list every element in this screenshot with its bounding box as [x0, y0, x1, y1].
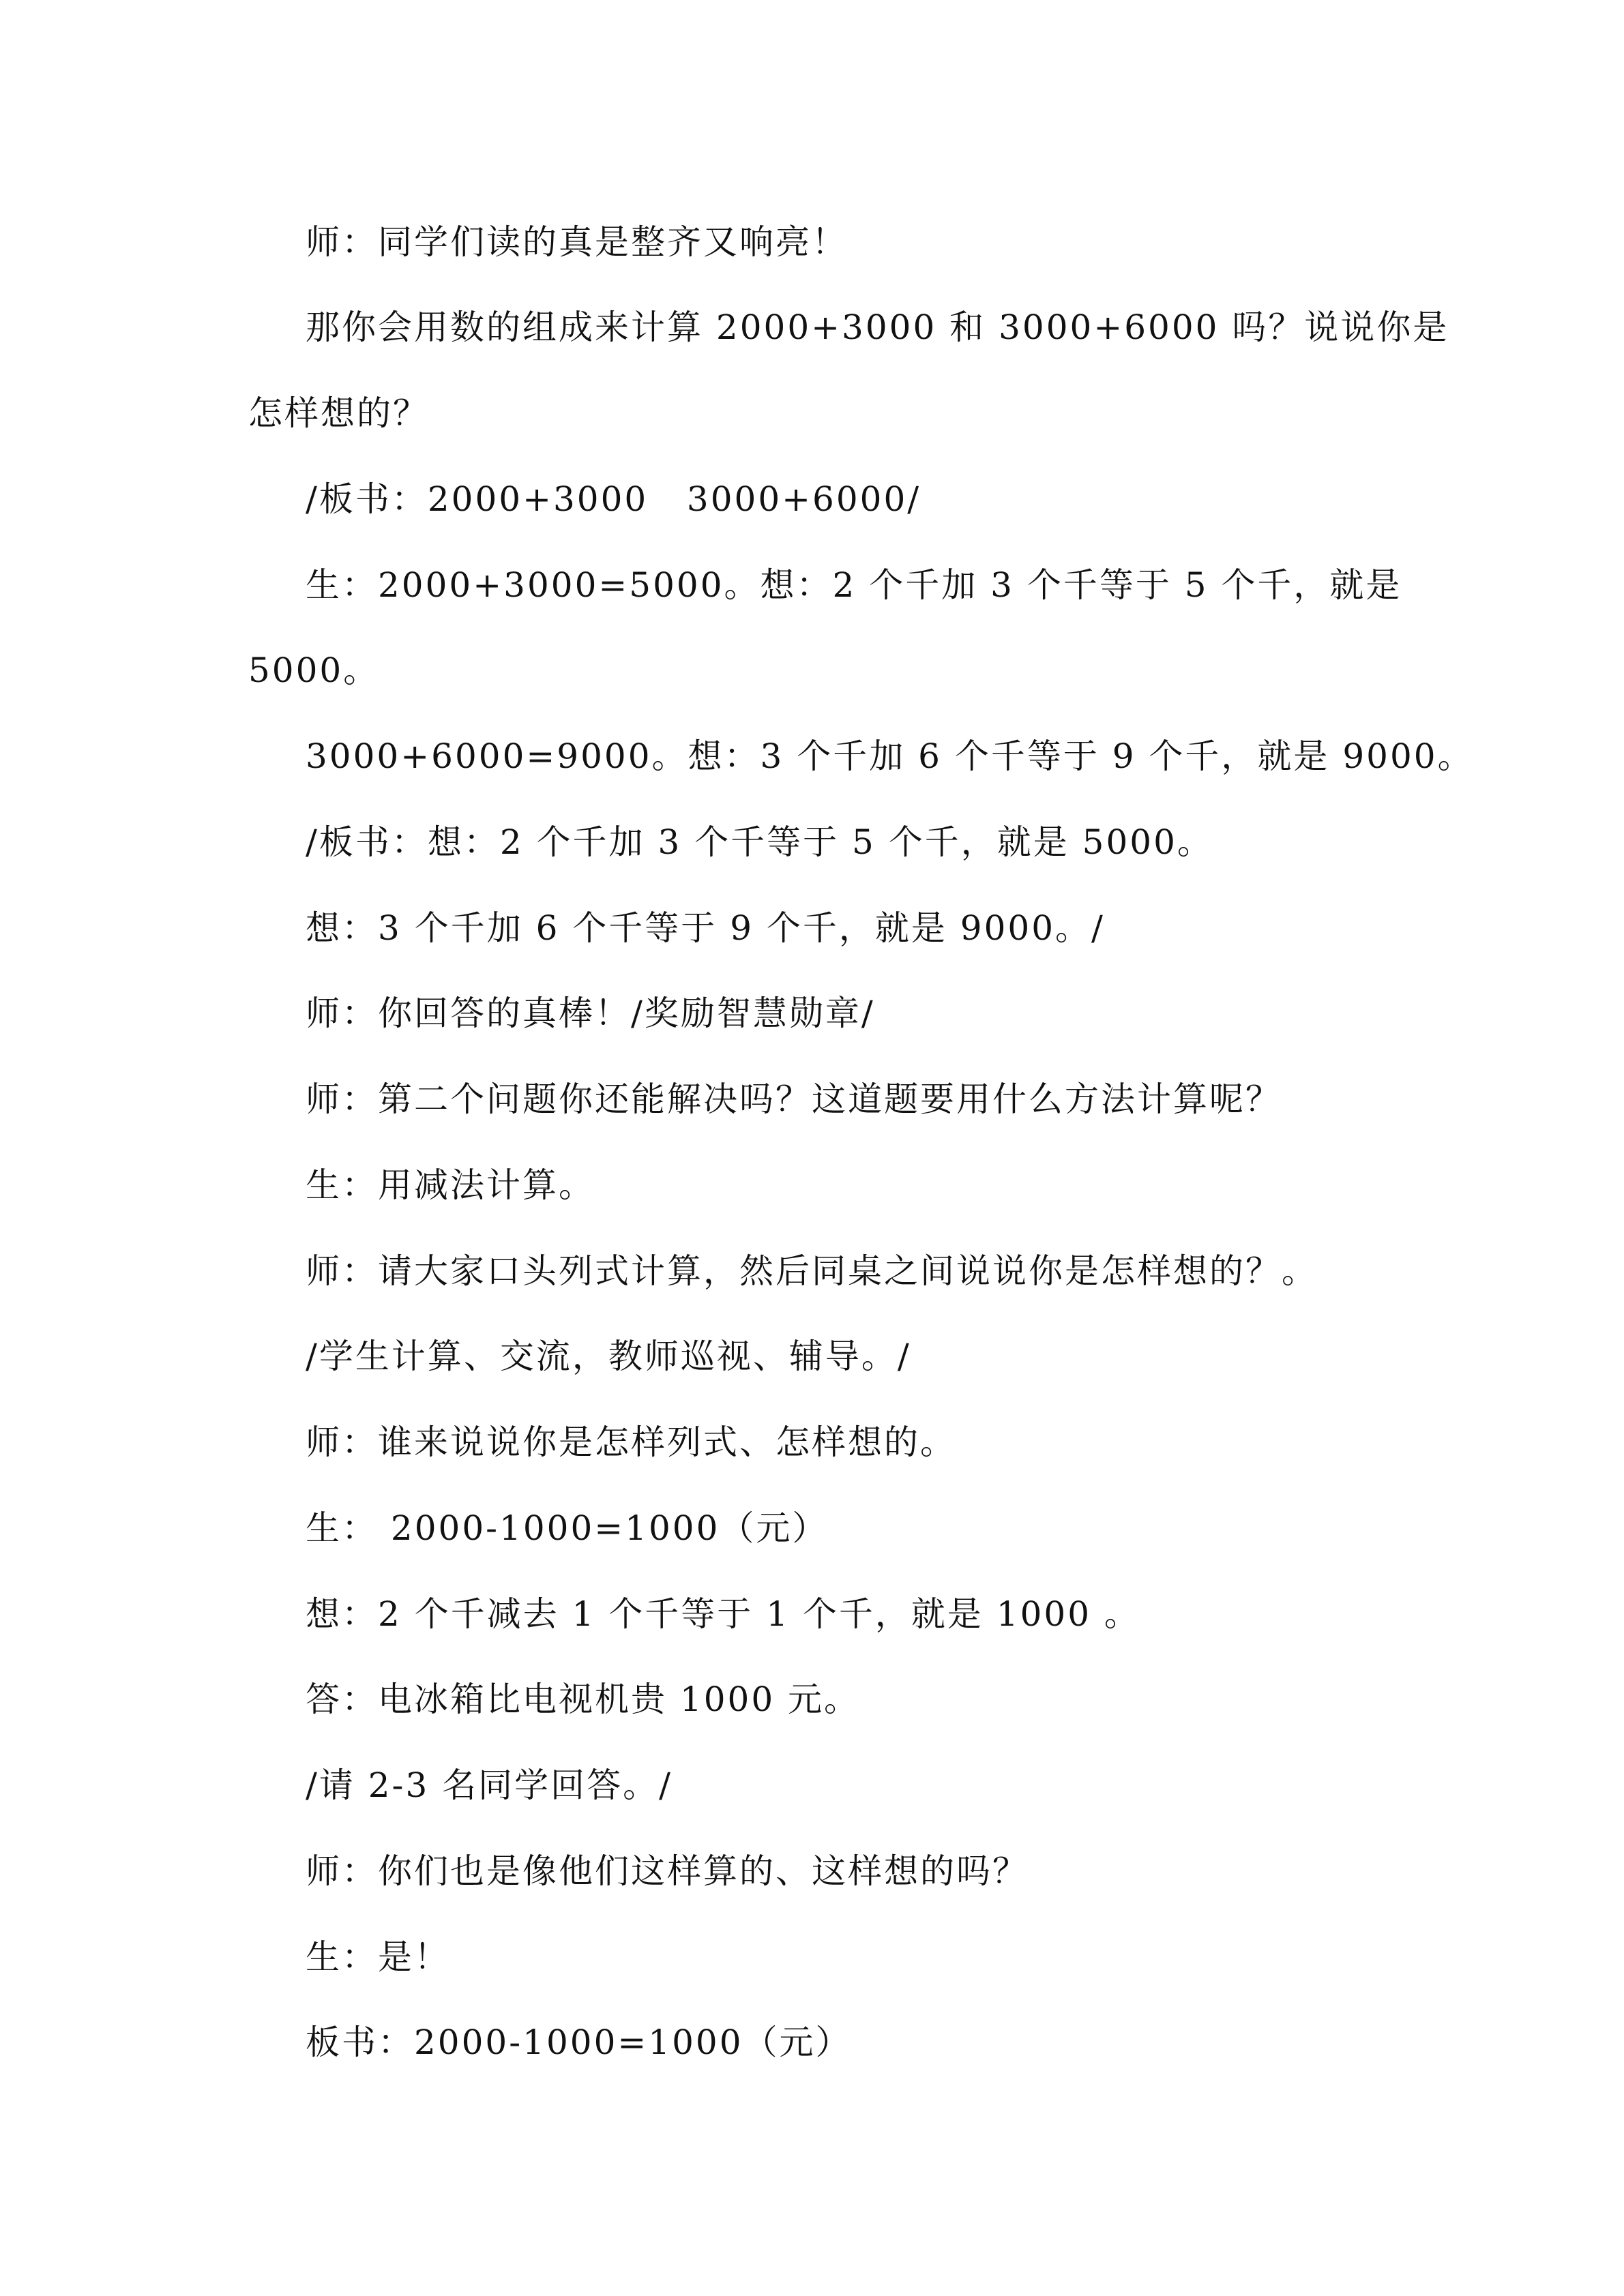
text-line: /板书：想：2 个千加 3 个千等于 5 个千，就是 5000。 — [306, 822, 1213, 862]
text-line: /板书：2000+3000 3000+6000/ — [306, 479, 921, 519]
text-line: 生：是！ — [306, 1937, 450, 1977]
text-line: 师：请大家口头列式计算，然后同桌之间说说你是怎样想的？。 — [306, 1251, 1318, 1291]
text-line: 师：第二个问题你还能解决吗？这道题要用什么方法计算呢？ — [306, 1079, 1282, 1119]
text-line: 师：同学们读的真是整齐又响亮！ — [306, 222, 848, 262]
text-line: 师：你回答的真棒！/奖励智慧勋章/ — [306, 994, 875, 1033]
text-line: 生： 2000-1000=1000（元） — [306, 1508, 829, 1548]
text-line: /请 2-3 名同学回答。/ — [306, 1765, 673, 1805]
text-line: 答：电冰箱比电视机贵 1000 元。 — [306, 1680, 861, 1719]
text-line: 3000+6000=9000。想：3 个千加 6 个千等于 9 个千，就是 9000。 — [306, 736, 1474, 776]
text-line: 那你会用数的组成来计算 2000+3000 和 3000+6000 吗？说说你是 — [306, 308, 1449, 347]
text-line: 怎样想的？ — [248, 393, 429, 433]
text-line: 板书：2000-1000=1000（元） — [306, 2023, 852, 2062]
text-line: 想：2 个千减去 1 个千等于 1 个千，就是 1000 。 — [306, 1594, 1140, 1634]
text-line: 生：2000+3000=5000。想：2 个千加 3 个千等于 5 个千，就是 — [306, 565, 1402, 605]
text-line: 想：3 个千加 6 个千等于 9 个千，就是 9000。/ — [306, 908, 1105, 948]
text-line: 师：谁来说说你是怎样列式、怎样想的。 — [306, 1422, 956, 1462]
text-line: 5000。 — [248, 651, 380, 690]
text-line: 生：用减法计算。 — [306, 1165, 595, 1205]
text-line: 师：你们也是像他们这样算的、这样想的吗？ — [306, 1851, 1029, 1891]
text-line: /学生计算、交流，教师巡视、辅导。/ — [306, 1337, 911, 1376]
